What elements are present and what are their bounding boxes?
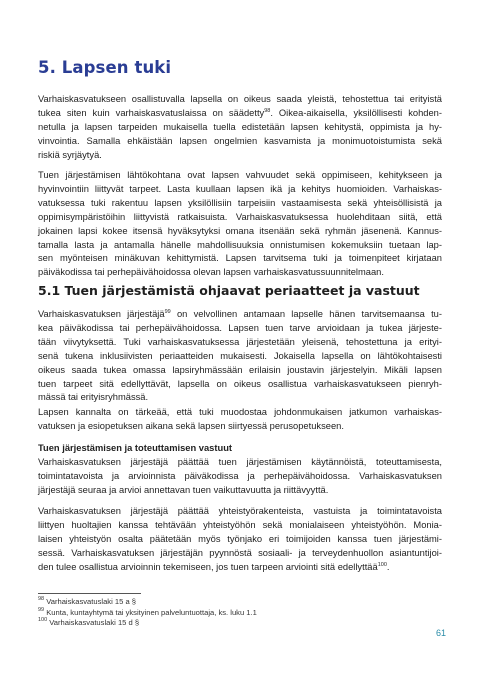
text-line: kea päiväkodissa tai perhepäivähoidossa. Lapsen tuen tarve arvioidaan ja tukea järjeste- (38, 322, 442, 333)
text-line: vatuksessa tuki rakentuu lapsen yksilöllisiin tarpeisiin vastaamisesta sekä yhteisöllisistä ja (38, 197, 442, 208)
footnote: $^{99}$ Kunta, kuntayhtymä tai yksityinen palveluntuottaja, ks. luku 1.1 (38, 606, 257, 617)
text-line: Varhaiskasvatuksen järjestäjä päättää yhteistyörakenteista, vastuista ja toimintatavoista (38, 506, 442, 516)
subheading: Tuen järjestämisen ja toteuttamisen vastuut (38, 443, 233, 453)
footnote: $^{100}$ Varhaiskasvatuslaki 15 d § (38, 617, 140, 628)
text-line: tuen tarpeet sitä edellyttävät, lapsella on oikeus osallistua varhaiskasvatukseen pienryh- (38, 378, 442, 389)
text-line: Tuen järjestämisen lähtökohtana ovat lapsen vahvuudet sekä oppimiseen, kehitykseen ja (38, 170, 442, 180)
footnote-divider (38, 593, 141, 594)
text-line: Varhaiskasvatuksen järjestäjä$^{99}$ on velvollinen antamaan lapselle hänen tarvitsemaansa tu- (38, 309, 442, 319)
chapter-heading: 5. Lapsen tuki (38, 58, 172, 77)
text-line: tukea siten kuin varhaiskasvatuslaissa on säädetty$^{98}$. Oikea-aikaisella, yksilöllisesti kohden- (38, 107, 442, 118)
text-line: mässä tai erityisryhmässä. (38, 392, 149, 403)
text-line: Varhaiskasvatukseen osallistuvalla lapsella on oikeus saada yleistä, tehostettua tai erityistä (38, 94, 442, 104)
text-line: Lapsen kannalta on tärkeää, että tuki muodostaa johdonmukaisen jatkumon varhaiskas- (38, 407, 442, 417)
footnote: $^{98}$ Varhaiskasvatuslaki 15 a § (38, 596, 137, 606)
text-line: sessä. Varhaiskasvatuksen järjestäjän pyynnöstä sosiaali- ja terveydenhuollon asiantuntijoi- (38, 547, 442, 558)
text-line: oikeus saada tukea omassa lapsiryhmässään erilaisin joustavin järjestelyin. Mikäli lapsen (38, 364, 442, 375)
text-line: riskiä syrjäytyä. (38, 149, 102, 160)
paragraph-1 (38, 93, 442, 163)
footnote-ref: 100 (377, 561, 387, 568)
paragraph-4 (38, 406, 442, 434)
paragraph-3 (38, 308, 442, 405)
text-line: hyvinvointiin liittyvät tarpeet. Lasta kuullaan lapsen ikä ja kehitys huomioiden. Varhaiskas- (38, 183, 442, 194)
text-line: netulla ja lapsen tarpeiden mukaisella tuella edistetään lapsen kehitystä, oppimista ja hy- (38, 121, 442, 132)
text-line: liittyen huoltajien kanssa tehtävään yhteistyöhön sekä monialaiseen yhteistyöhön. Monia- (38, 519, 442, 530)
text-line: järjestäjä seuraa ja arvioi annettavan tuen vaikuttavuutta ja riittävyyttä. (38, 484, 329, 495)
text-line: toimintatavoista ja arvioinnista päiväkodissa ja perhepäivähoidossa. Varhaiskasvatuksen (38, 470, 442, 481)
footnotes (38, 597, 257, 629)
text-line: päiväkodissa tai perhepäivähoidossa olevan lapsen varhaiskasvatussuunnitelmaan. (38, 267, 384, 278)
text-line: tään viivytyksettä. Tuki varhaiskasvatuksessa järjestetään yleisenä, tehostettuna ja erityi- (38, 336, 442, 347)
text-line: laisen yhteistyön osalta päätetään myös työnjako eri toimijoiden kanssa tuen järjestämi- (38, 533, 442, 544)
text-line: sen myönteisen minäkuvan kehittymistä. Lapsen tarvitsema tuki ja toimenpiteet kirjataan (38, 253, 442, 264)
paragraph-6 (38, 505, 442, 575)
page-number: 61 (436, 628, 447, 638)
paragraph-5 (38, 456, 442, 498)
section-heading: 5.1 Tuen järjestämistä ohjaavat periaatteet ja vastuut (38, 283, 420, 298)
text-line: senä tukena inklusiivisten periaatteiden mukaisesti. Jokaisella lapsella on lähtökohtaisesti (38, 350, 442, 361)
text-line: Varhaiskasvatuksen järjestäjä päättää tuen järjestämisen käytännöistä, toteuttamisesta, (38, 457, 442, 467)
text-line: vinvointia. Samalla ehkäistään lapsen ongelmien kasvamista ja monimuotoistumista sekä (38, 135, 442, 146)
text-line: jokainen lapsi kokee itsensä hyväksytyksi omana itsenään sekä ryhmän jäsenenä. Kannus- (38, 225, 442, 236)
paragraph-2 (38, 169, 442, 280)
text-line: vatuksen ja esiopetuksen aikana sekä lapsen siirtyessä perusopetukseen. (38, 420, 344, 431)
text-line: oppimisympäristöihin liittyvistä ratkaisuista. Varhaiskasvatuksessa huolehditaan siitä, että (38, 211, 442, 222)
footnote-ref: 99 (164, 309, 171, 315)
text-line: tamalla lasta ja antamalla hänelle mahdollisuuksia onnistumisen kokemuksiin tuetaan lap- (38, 239, 442, 250)
text-line: den tulee osallistua arvioinnin tekemiseen, jos tuen tarpeen arviointi sitä edellyttää$^{100}$. (38, 561, 390, 572)
footnote-ref: 98 (264, 107, 271, 114)
